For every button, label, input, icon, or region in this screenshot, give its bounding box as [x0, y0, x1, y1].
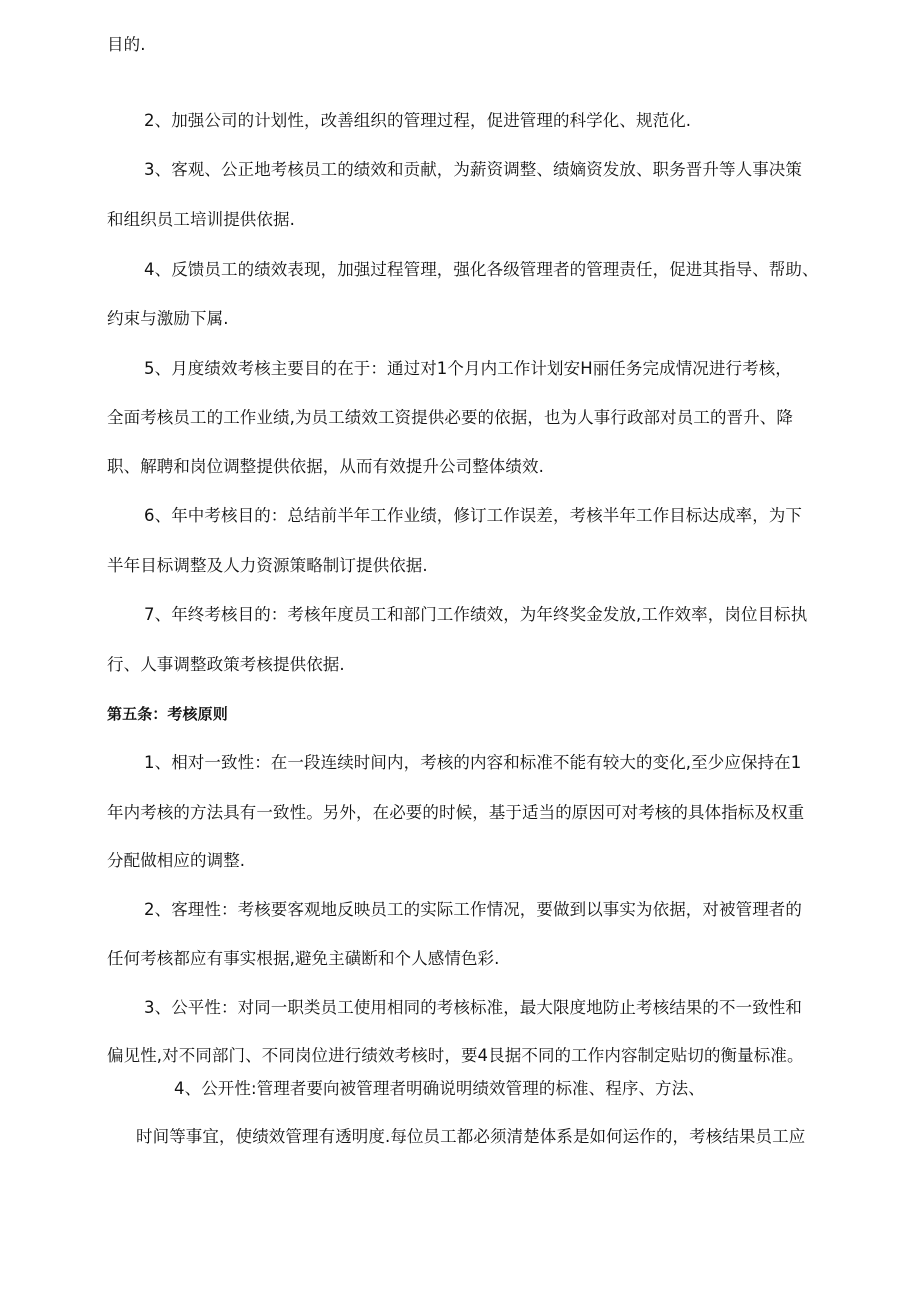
text-line-22: 4、公开性:管理者要向被管理者明确说明绩效管理的标准、程序、方法、	[174, 1079, 705, 1098]
text-line-13: 行、人事调整政策考核提供依据.	[107, 655, 345, 674]
text-line-18: 2、客理性：考核要客观地反映员工的实际工作情况，要做到以事实为依据，对被管理者的	[144, 900, 802, 919]
text-line-20: 3、公平性：对同一职类员工使用相同的考核标准，最大限度地防止考核结果的不一致性和	[144, 998, 802, 1017]
section-heading: 第五条：考核原则	[107, 705, 228, 723]
text-line-10: 6、年中考核目的：总结前半年工作业绩，修订工作误差，考核半年工作目标达成率，为下	[144, 506, 802, 525]
text-line-16: 年内考核的方法具有一致性。另外，在必要的时候，基于适当的原因可对考核的具体指标及权重	[107, 803, 805, 822]
text-line-5: 4、反馈员工的绩效表现，加强过程管理，强化各级管理者的管理责任，促进其指导、帮助、	[144, 260, 819, 279]
text-line-1: 目的.	[107, 35, 146, 54]
text-line-7: 5、月度绩效考核主要目的在于：通过对1个月内工作计划安H丽任务完成情况进行考核，	[144, 359, 792, 378]
text-line-17: 分配做相应的调整.	[107, 851, 246, 870]
text-line-19: 任何考核都应有事实根据,避免主磺断和个人感情色彩.	[107, 949, 500, 968]
text-line-23: 时间等事宜，使绩效管理有透明度.每位员工都必须清楚体系是如何运作的，考核结果员工应	[136, 1127, 806, 1146]
text-line-4: 和组织员工培训提供依据.	[107, 210, 295, 229]
text-line-3: 3、客观、公正地考核员工的绩效和贡献，为薪资调整、绩嫡资发放、职务晋升等人事决策	[144, 160, 802, 179]
text-line-9: 职、解聘和岗位调整提供依据，从而有效提升公司整体绩效.	[107, 457, 544, 476]
text-line-15: 1、相对一致性：在一段连续时间内，考核的内容和标准不能有较大的变化,至少应保持在1	[144, 753, 802, 772]
text-line-12: 7、年终考核目的：考核年度员工和部门工作绩效，为年终奖金发放,工作效率，岗位目标执	[144, 605, 808, 624]
text-line-2: 2、加强公司的计划性，改善组织的管理过程，促进管理的科学化、规范化.	[144, 111, 692, 130]
text-line-6: 约束与激励下属.	[107, 309, 229, 328]
text-line-21: 偏见性,对不同部门、不同岗位进行绩效考核时，要4艮据不同的工作内容制定贴切的衡量标准。	[107, 1046, 804, 1065]
text-line-11: 半年目标调整及人力资源策略制订提供依据.	[107, 556, 428, 575]
text-line-8: 全面考核员工的工作业绩,为员工绩效工资提供必要的依据，也为人事行政部对员工的晋升、降	[107, 408, 793, 427]
